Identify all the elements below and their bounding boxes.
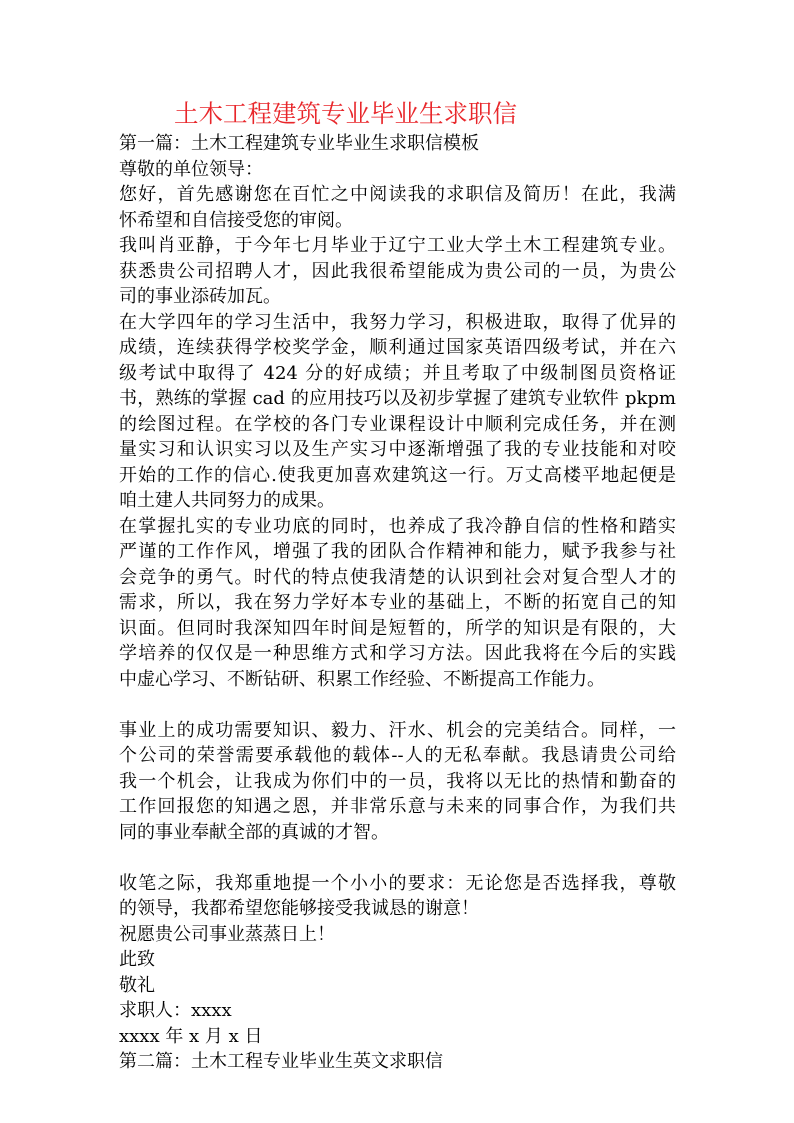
text-line: 的领导，我都希望您能够接受我诚恳的谢意！ xyxy=(119,898,479,919)
text-line: 中虚心学习、不断钻研、积累工作经验、不断提高工作能力。 xyxy=(119,668,605,690)
text-line: 咱土建人共同努力的成果。 xyxy=(119,490,335,511)
document-page xyxy=(119,97,676,1075)
text-line: 第二篇：土木工程专业毕业生英文求职信 xyxy=(119,1051,443,1072)
text-line: 工作回报您的知遇之恩，并非常乐意与未来的同事合作，为我们共 xyxy=(119,796,676,817)
text-line: 成绩，连续获得学校奖学金，顺利通过国家英语四级考试，并在六 xyxy=(119,337,676,358)
text-line: 会竞争的勇气。时代的特点使我清楚的认识到社会对复合型人才的 xyxy=(119,566,676,588)
text-line: 司的事业添砖加瓦。 xyxy=(119,286,281,307)
text-line: 在大学四年的学习生活中，我努力学习，积极进取，取得了优异的 xyxy=(119,311,676,333)
text-line: 求职人：xxxx xyxy=(119,1000,232,1021)
text-line: 此致 xyxy=(119,949,155,970)
text-line: 收笔之际，我郑重地提一个小小的要求：无论您是否选择我，尊敬 xyxy=(119,872,676,894)
text-line: 我叫肖亚静，于今年七月毕业于辽宁工业大学土木工程建筑专业。 xyxy=(119,235,676,256)
text-line: 事业上的成功需要知识、毅力、汗水、机会的完美结合。同样，一 xyxy=(119,719,676,741)
text-line: 我一个机会，让我成为你们中的一员，我将以无比的热情和勤奋的 xyxy=(119,770,676,792)
text-line: xxxx 年 x 月 x 日 xyxy=(119,1025,263,1047)
text-line: 敬礼 xyxy=(119,974,155,996)
text-line: 级考试中取得了 424 分的好成绩；并且考取了中级制图员资格证 xyxy=(119,362,676,384)
text-line: 书，熟练的掌握 cad 的应用技巧以及初步掌握了建筑专业软件 pkpm xyxy=(119,388,676,409)
text-line: 怀希望和自信接受您的审阅。 xyxy=(119,209,353,231)
paragraph-gap xyxy=(119,845,676,871)
text-line: 尊敬的单位领导： xyxy=(119,158,263,180)
paragraph-gap xyxy=(119,692,676,718)
text-line: 同的事业奉献全部的真诚的才智。 xyxy=(119,821,389,843)
text-line: 量实习和认识实习以及生产实习中逐渐增强了我的专业技能和对咬 xyxy=(119,439,676,460)
text-line: 获悉贵公司招聘人才，因此我很希望能成为贵公司的一员，为贵公 xyxy=(119,260,676,282)
text-line: 个公司的荣誉需要承载他的载体--人的无私奉献。我恳请贵公司给 xyxy=(119,745,676,766)
text-line: 开始的工作的信心.使我更加喜欢建筑这一行。万丈高楼平地起便是 xyxy=(119,464,676,486)
text-line: 您好，首先感谢您在百忙之中阅读我的求职信及简历！在此，我满 xyxy=(119,184,676,205)
text-line: 严谨的工作作风，增强了我的团队合作精神和能力，赋予我参与社 xyxy=(119,541,676,562)
text-line: 的绘图过程。在学校的各门专业课程设计中顺利完成任务，并在测 xyxy=(119,413,676,435)
text-line: 在掌握扎实的专业功底的同时，也养成了我冷静自信的性格和踏实 xyxy=(119,515,676,537)
text-line: 祝愿贵公司事业蒸蒸日上！ xyxy=(119,923,335,945)
text-line: 第一篇：土木工程建筑专业毕业生求职信模板 xyxy=(119,133,479,154)
text-line: 需求，所以，我在努力学好本专业的基础上，不断的拓宽自己的知 xyxy=(119,592,676,613)
document-title: 土木工程建筑专业毕业生求职信 xyxy=(174,99,517,128)
text-line: 学培养的仅仅是一种思维方式和学习方法。因此我将在今后的实践 xyxy=(119,643,676,664)
text-line: 识面。但同时我深知四年时间是短暂的，所学的知识是有限的，大 xyxy=(119,617,676,639)
document-body xyxy=(119,131,676,1075)
